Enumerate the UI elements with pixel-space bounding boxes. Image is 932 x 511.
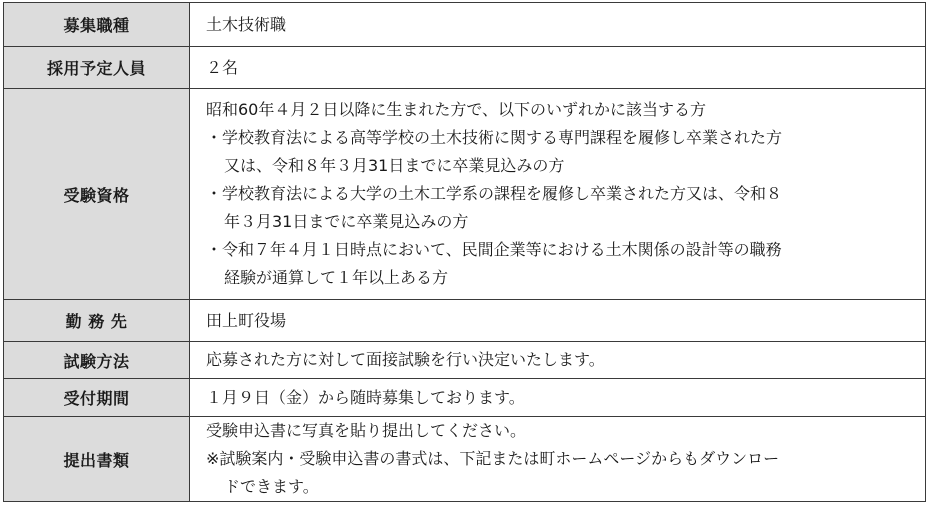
row-value [190, 342, 926, 379]
row-value [190, 379, 926, 417]
recruitment-table [3, 2, 926, 502]
row-value [190, 3, 926, 47]
value-line: 又は、令和８年３月31日までに卒業見込みの方 [224, 156, 565, 175]
row-label: 受付期間 [4, 379, 190, 417]
row-value [190, 300, 926, 342]
row-label: 試験方法 [4, 342, 190, 379]
value-line: ※試験案内・受験申込書の書式は、下記または町ホームページからもダウンロー [206, 449, 780, 468]
value-line: ドできます。 [224, 477, 319, 496]
value-line: 年３月31日までに卒業見込みの方 [224, 212, 469, 231]
row-label: 募集職種 [4, 3, 190, 47]
value-line: 田上町役場 [206, 310, 287, 330]
row-label: 採用予定人員 [4, 47, 190, 89]
row-exam-method [4, 342, 926, 379]
value-line: 土木技術職 [206, 14, 287, 34]
row-value [190, 89, 926, 300]
row-application-period [4, 379, 926, 417]
value-line: 昭和60年４月２日以降に生まれた方で、以下のいずれかに該当する方 [206, 100, 707, 119]
row-documents [4, 417, 926, 502]
row-workplace [4, 300, 926, 342]
value-line: １月９日（金）から随時募集しております。 [206, 387, 525, 407]
row-value [190, 417, 926, 502]
value-line: ２名 [206, 57, 239, 77]
row-job-type [4, 3, 926, 47]
value-line: 応募された方に対して面接試験を行い決定いたします。 [206, 350, 605, 369]
value-line: 経験が通算して１年以上ある方 [224, 268, 449, 287]
row-label: 受験資格 [4, 89, 190, 300]
value-line: 受験申込書に写真を貼り提出してください。 [206, 421, 527, 440]
row-eligibility [4, 89, 926, 300]
row-value [190, 47, 926, 89]
row-headcount [4, 47, 926, 89]
value-line: ・令和７年４月１日時点において、民間企業等における土木関係の設計等の職務 [206, 240, 782, 259]
row-label: 勤 務 先 [4, 300, 190, 342]
row-label: 提出書類 [4, 417, 190, 502]
value-line: ・学校教育法による高等学校の土木技術に関する専門課程を履修し卒業された方 [206, 128, 783, 147]
value-line: ・学校教育法による大学の土木工学系の課程を履修し卒業された方又は、令和８ [206, 184, 783, 203]
